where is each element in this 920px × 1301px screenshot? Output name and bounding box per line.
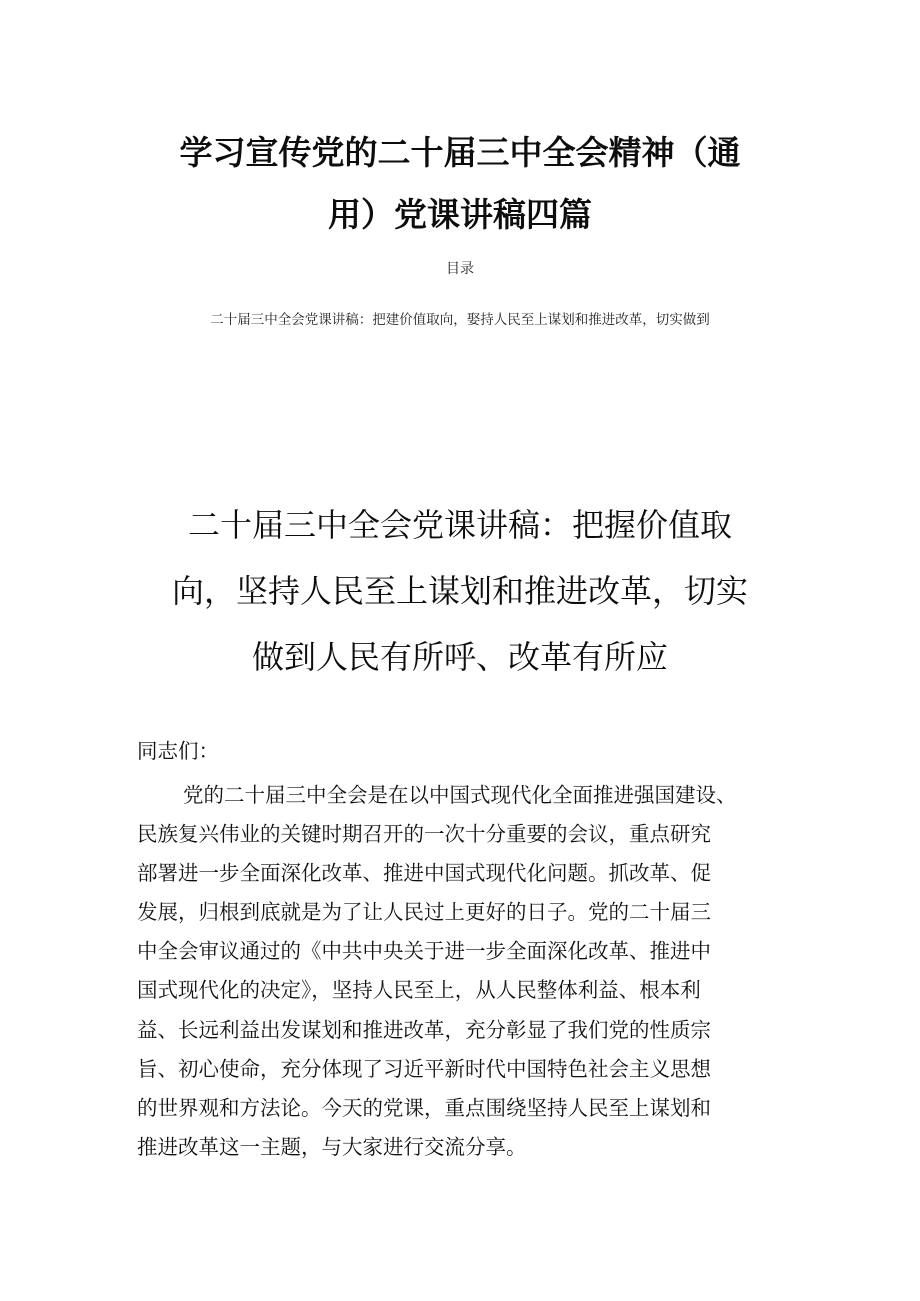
document-title-line: 用）党课讲稿四篇 (328, 195, 592, 234)
toc-heading: 目录 (446, 261, 474, 277)
body-line: 民族复兴伟业的关键时期召开的一次十分重要的会议，重点研究 (137, 822, 711, 847)
body-line: 国式现代化的决定》，坚持人民至上，从人民整体利益、根本利 (137, 978, 701, 1003)
body-line: 推进改革这一主题，与大家进行交流分享。 (137, 1134, 527, 1159)
body-line: 党的二十届三中全会是在以中国式现代化全面推进强国建设、 (183, 783, 737, 807)
body-line: 发展，归根到底就是为了让人民过上更好的日子。党的二十届三 (137, 900, 711, 925)
article-title (140, 492, 780, 690)
body-line: 的世界观和方法论。今天的党课，重点围绕坚持人民至上谋划和 (137, 1095, 711, 1120)
article-title-line: 做到人民有所呼、改革有所应 (251, 638, 668, 676)
body-paragraph (137, 776, 817, 1167)
document-title (140, 122, 780, 246)
body-line: 旨、初心使命，充分体现了习近平新时代中国特色社会主义思想 (137, 1056, 711, 1081)
article-title-line: 二十届三中全会党课讲稿：把握价值取 (187, 506, 732, 544)
body-line: 益、长远利益出发谋划和推进改革，充分彰显了我们党的性质宗 (137, 1017, 711, 1042)
toc-entry[interactable]: 二十届三中全会党课讲稿：把建价值取向，娶持人民至上谋划和推进改革，切实做到 (210, 312, 710, 328)
body-line: 中全会审议通过的《中共中央关于进一步全面深化改革、推进中 (137, 939, 711, 964)
document-title-line: 学习宣传党的二十届三中全会精神（通 (179, 133, 741, 172)
article-title-line: 向，坚持人民至上谋划和推进改革，切实 (171, 572, 748, 610)
salutation: 同志们： (137, 739, 219, 763)
body-line: 部署进一步全面深化改革、推进中国式现代化问题。抓改革、促 (137, 861, 711, 886)
